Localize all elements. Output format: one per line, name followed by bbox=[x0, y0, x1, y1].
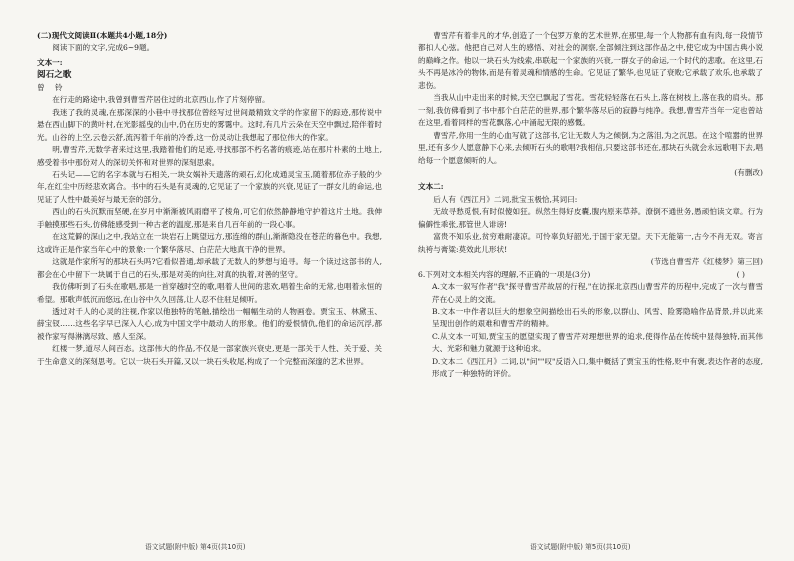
paragraph: 在这荒僻的深山之中,我站立在一块岩石上眺望远方,那连绵的群山,渐渐隐没在苍茫的暮色中。我想,这或许正是作家当年心中的景象:一个繁华落尽、白茫茫大地真干净的世界。 bbox=[37, 232, 382, 254]
paragraph: 石头记——它的名字本就与石相关,一块女娲补天遗落的顽石,幻化成通灵宝玉,随着那位赤子般的少年,在红尘中历经悲欢离合。书中的石头是有灵魂的,它见证了一个家族的兴衰,见证了一群女儿的命运,也见证了人性中最美好与最无奈的部分。 bbox=[37, 169, 382, 204]
question-stem bbox=[418, 269, 763, 281]
option-c: C.从文本一可知,贾宝玉的愿望实现了曹雪芹对理想世界的追求,使得作品在传统中显得独特,而其伟大、光彩和魅力就源于这种追求。 bbox=[432, 331, 763, 354]
paragraph: 在行走的路途中,我曾到曹雪芹居住过的北京西山,作了片刻停留。 bbox=[52, 95, 270, 105]
paragraph: 透过对千人的心灵的注视,作家以他独特的笔触,描绘出一幅幅生动的人物画卷。贾宝玉、林黛玉、薛宝钗……这些名字早已深入人心,成为中国文学中最动人的形象。他们的爱恨情仇,他们的命运沉浮,都被作家写得淋漓尽致、感人至深。 bbox=[37, 306, 382, 341]
poem-line: 无故寻愁觅恨,有时似傻如狂。纵然生得好皮囊,腹内原来草莽。潦倒不通世务,愚顽怕读文章。行为偏僻性乖张,那管世人诽谤! bbox=[418, 207, 763, 229]
section-header: (二)现代文阅读Ⅱ(本题共4小题,18分) bbox=[37, 31, 168, 40]
answer-blank: ( ) bbox=[736, 269, 745, 279]
right-page bbox=[418, 30, 763, 381]
essay-author: 曾 铃 bbox=[37, 82, 67, 92]
left-page bbox=[37, 30, 382, 368]
poem-block bbox=[418, 194, 763, 256]
source-note: (有删改) bbox=[734, 167, 763, 177]
essay-title: 阅石之歌 bbox=[37, 70, 72, 81]
paragraph: 明,曹雪芹,无数学者来过这里,我踏着他们的足迹,寻找那部不朽名著的痕迹,站在那片朴素的土地上,感受着书中那份对人的深切关怀和对世界的深刻思索。 bbox=[37, 145, 382, 167]
option-d: D.文本二《西江月》二词,以"问""叹"反语入口,集中概括了贾宝玉的性格,贬中有褒,表达作者的态度,形成了一种独特的评价。 bbox=[432, 356, 763, 379]
paragraph: 红楼一梦,道尽人间百态。这部伟大的作品,不仅是一部家族兴衰史,更是一部关于人性、关于爱、关于生命意义的深刻思考。它以一块石头开篇,又以一块石头收尾,构成了一个完整而深邃的艺术世界。 bbox=[37, 344, 382, 366]
text2-label: 文本二: bbox=[418, 182, 444, 192]
page-footer-right: 语文试题(附中版) 第5页(共10页) bbox=[530, 543, 631, 551]
paragraph: 我迷了我的灵魂,在那深深的小巷中寻找那位曾经写过世间最精致文学的作家留下的踪迹,那传说中悬在西山脚下的黄叶村,在光影摇曳的山中,仍在历史的雾霭中。这时,有几片云朵在天空中飘过,陪伴着时光。山谷的上空,云卷云舒,流泻着千年前的冷香,这一份灵动让我想起了那位伟大的作家。 bbox=[37, 107, 382, 142]
paragraph: 当我从山中走出来的时候,天空已飘起了雪花。雪花轻轻落在石头上,落在树枝上,落在我的肩头。那一刻,我仿佛看到了书中那个白茫茫的世界,那个繁华落尽后的寂静与纯净。我想,曹雪芹当年一定也曾站在这里,看着同样的雪花飘落,心中涌起无限的感慨。 bbox=[418, 93, 763, 128]
paragraph: 曹雪芹,你用一生的心血写就了这部书,它让无数人为之倾倒,为之落泪,为之沉思。在这个喧嚣的世界里,还有多少人愿意静下心来,去倾听石头的歌唱?我相信,只要这部书还在,那块石头就会永远歌唱下去,唱给每一个愿意倾听的人。 bbox=[418, 130, 763, 165]
paragraph: 我仿佛听到了石头在歌唱,那是一首穿越时空的歌,唱着人世间的悲欢,唱着生命的无常,也唱着永恒的希望。那歌声低沉而悠远,在山谷中久久回荡,让人忍不住驻足倾听。 bbox=[37, 282, 382, 304]
paragraph: 西山的石头沉默而坚硬,在岁月中渐渐被风雨磨平了棱角,可它们依然静静地守护着这片土地。我伸手触摸那些石头,仿佛能感受到一种古老的温度,那是来自几百年前的一段心事。 bbox=[37, 207, 382, 229]
poem-line: 后人有《西江月》二词,批宝玉极恰,其词曰: bbox=[433, 194, 578, 204]
question-text: 6.下列对文本相关内容的理解,不正确的一项是(3分) bbox=[418, 269, 591, 279]
page-footer-left: 语文试题(附中版) 第4页(共10页) bbox=[145, 543, 246, 551]
text1-label: 文本一: bbox=[37, 57, 63, 67]
option-a: A.文本一叙写作者"我"探寻曹雪芹故居的行程,"在访探北京西山曹雪芹的历程中,完成了一次与曹雪芹在心灵上的交流。 bbox=[432, 282, 763, 304]
poem-line: 富贵不知乐业,贫穷难耐凄凉。可怜辜负好韶光,于国于家无望。天下无能第一,古今不肖无双。寄言纨袴与膏粱:莫效此儿形状! bbox=[418, 232, 763, 254]
source-note: (节选自曹雪芹《红楼梦》第三回) bbox=[650, 257, 763, 267]
paragraph: 这就是作家所写的那块石头吗?它看似普通,却承载了无数人的梦想与追寻。每一个读过这部书的人,都会在心中留下一块属于自己的石头,那是对美的向往,对真的执着,对善的坚守。 bbox=[37, 257, 382, 279]
instruction: 阅读下面的文字,完成6~9题。 bbox=[52, 43, 155, 53]
paragraph: 曹雪芹有着非凡的才华,创造了一个包罗万象的艺术世界,在那里,每一个人物都有血有肉,每一段情节都扣人心弦。他把自己对人生的感悟、对社会的洞察,全部倾注到这部作品之中,使它成为中国古典小说的巅峰之作。他以一块石头为线索,串联起一个家族的兴衰,一群女子的命运,一个时代的悲歌。在这里,石头不再是冰冷的物体,而是有着灵魂和情感的生命。它见证了繁华,也见证了衰败;它承载了欢乐,也承载了悲伤。 bbox=[418, 31, 763, 90]
option-b: B.文本一中作者以巨大的想象空间描绘出石头的形象,以群山、风雪、险雾隐喻作品背景,并以此来呈现出创作的艰难和曹雪芹的精神。 bbox=[432, 306, 763, 329]
